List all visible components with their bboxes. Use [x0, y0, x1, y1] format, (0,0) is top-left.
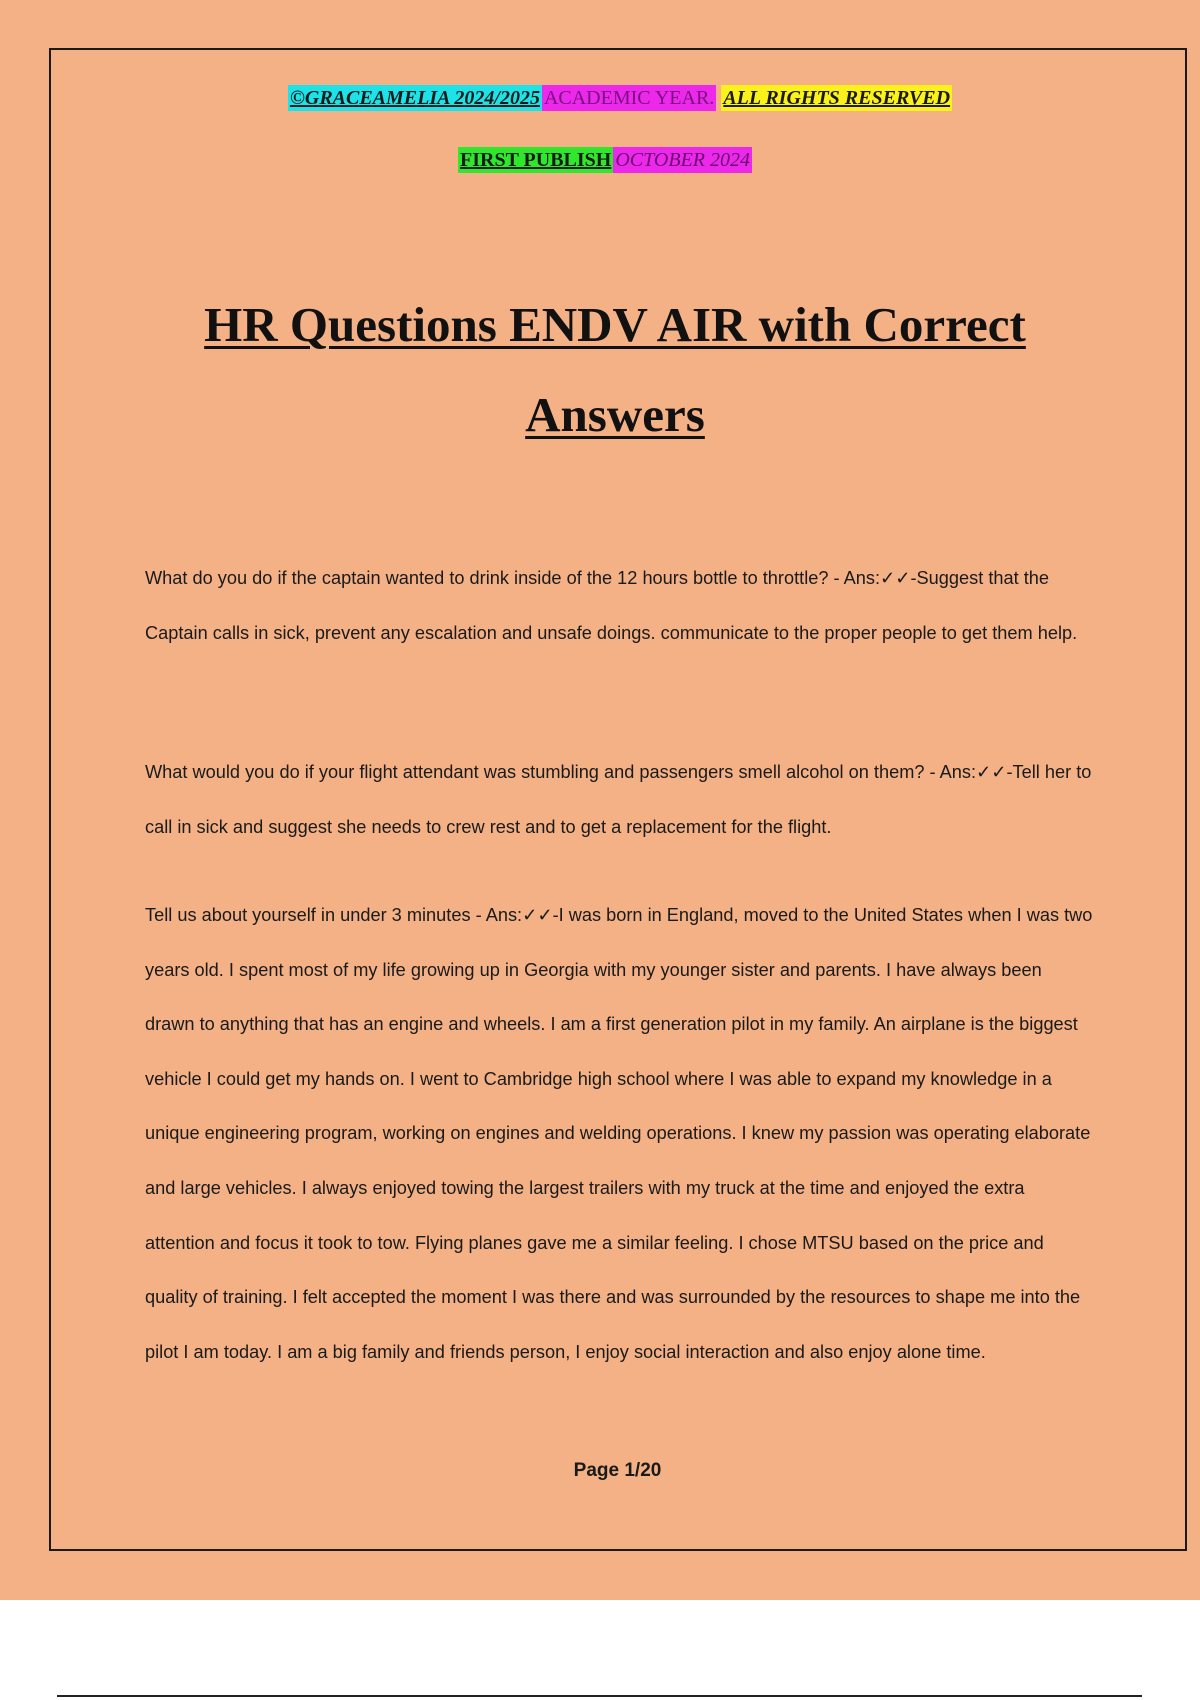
document-title-line-1: HR Questions ENDV AIR with Correct	[204, 297, 1026, 352]
publish-date-label: OCTOBER 2024	[615, 149, 750, 171]
publish-header	[5, 147, 1200, 173]
first-publish-label: FIRST PUBLISH	[460, 149, 612, 171]
qa-item-tell-about-yourself: Tell us about yourself in under 3 minutes - Ans:✓✓-I was born in England, moved to the United States when I was two years old. I spent most of my life growing up in Georgia with my younger sister and parents. I have always been drawn to anything that has an engine and wheels. I am a first generation pilot in my family. An airplane is the biggest vehicle I could get my hands on. I went to Cambridge high school where I was able to expand my knowledge in a unique engineering program, working on engines and welding operations. I knew my passion was operating elaborate and large vehicles. I always enjoyed towing the largest trailers with my truck at the time and enjoyed the extra attention and focus it took to tow. Flying planes gave me a similar feeling. I chose MTSU based on the price and quality of training. I felt accepted the moment I was there and was surrounded by the resources to shape me into the pilot I am today. I am a big family and friends person, I enjoy social interaction and also enjoy alone time.	[145, 905, 1093, 1362]
rights-reserved-label: ALL RIGHTS RESERVED	[723, 87, 951, 109]
page-number: Page 1/20	[573, 1460, 662, 1481]
qa-item-captain-drinking: What do you do if the captain wanted to drink inside of the 12 hours bottle to throttle? - Ans:✓✓-Suggest that the Captain calls in sick, prevent any escalation and unsafe doings. communicate to the proper people to get them help.	[145, 568, 1078, 643]
next-page-divider	[57, 1695, 1142, 1697]
copyright-label: ©GRACEAMELIA 2024/2025	[289, 87, 540, 109]
document-title	[60, 280, 1170, 460]
document-title-line-2: Answers	[525, 387, 705, 442]
qa-item-flight-attendant: What would you do if your flight attendant was stumbling and passengers smell alcohol on them? - Ans:✓✓-Tell her to call in sick and suggest she needs to crew rest and to get a replacement for the flight.	[145, 762, 1092, 837]
copyright-header	[20, 85, 1200, 111]
academic-year-label: ACADEMIC YEAR.	[543, 87, 715, 109]
